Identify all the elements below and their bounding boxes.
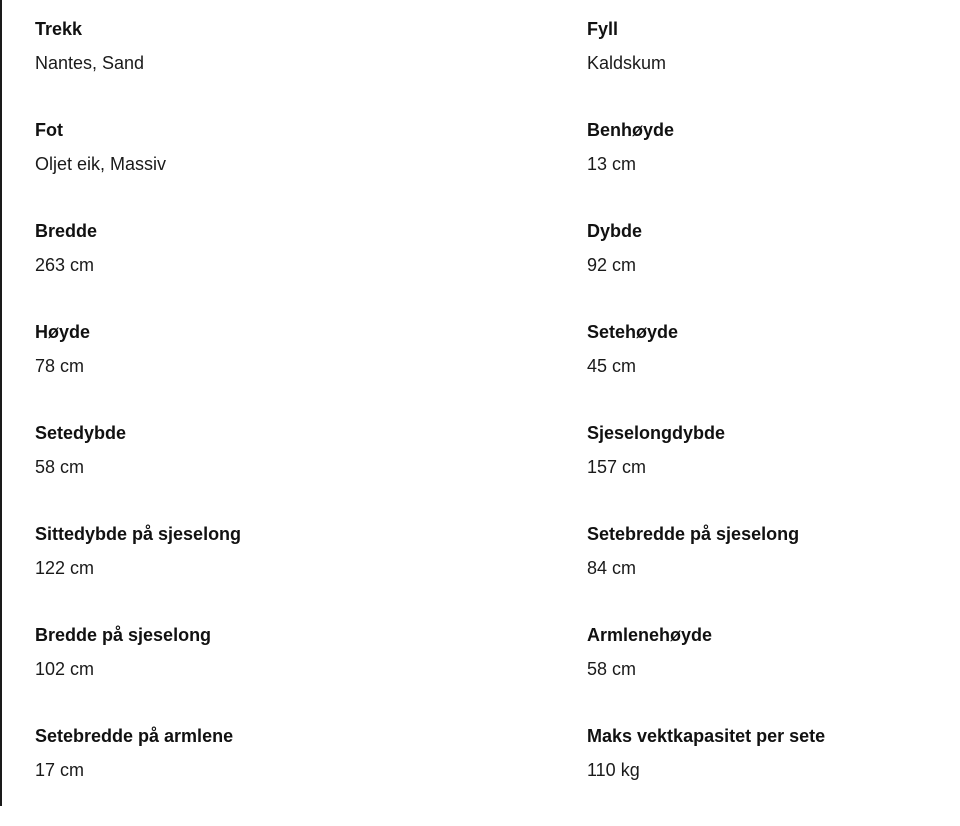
spec-value: 13 cm: [587, 154, 637, 174]
spec-value: 102 cm: [35, 659, 95, 679]
spec-value: Kaldskum: [587, 53, 667, 73]
spec-armrest-seat-width: [35, 725, 587, 826]
spec-value: 84 cm: [587, 558, 637, 578]
spec-label: Fyll: [587, 19, 619, 39]
spec-value: 157 cm: [587, 457, 647, 477]
spec-value: 263 cm: [35, 255, 95, 275]
spec-chaise-width: [35, 624, 587, 725]
spec-depth: [587, 220, 935, 321]
spec-value: 110 kg: [587, 760, 640, 780]
spec-armrest-height: [587, 624, 935, 725]
spec-value: 45 cm: [587, 356, 637, 376]
spec-label: Armlenehøyde: [587, 625, 713, 645]
spec-label: Trekk: [35, 19, 83, 39]
spec-value: 17 cm: [35, 760, 85, 780]
spec-width: [35, 220, 587, 321]
spec-seat-height: [587, 321, 935, 422]
spec-filling: [587, 18, 935, 119]
spec-cover: [35, 18, 587, 119]
spec-value: 58 cm: [587, 659, 637, 679]
spec-label: Maks vektkapasitet per sete: [587, 726, 826, 746]
left-border: [0, 0, 2, 806]
spec-label: Fot: [35, 120, 63, 140]
spec-leg-height: [587, 119, 935, 220]
spec-label: Setebredde på sjeselong: [587, 524, 800, 544]
spec-label: Dybde: [587, 221, 643, 241]
spec-chaise-sitting-depth: [35, 523, 587, 624]
spec-value: 122 cm: [35, 558, 95, 578]
spec-value: 92 cm: [587, 255, 637, 275]
spec-label: Setebredde på armlene: [35, 726, 234, 746]
spec-feet: [35, 119, 587, 220]
spec-max-weight: [587, 725, 935, 826]
spec-label: Bredde på sjeselong: [35, 625, 212, 645]
spec-label: Høyde: [35, 322, 91, 342]
spec-label: Sjeselongdybde: [587, 423, 726, 443]
spec-label: Benhøyde: [587, 120, 675, 140]
spec-label: Setehøyde: [587, 322, 679, 342]
spec-value: 58 cm: [35, 457, 85, 477]
spec-chaise-seat-width: [587, 523, 935, 624]
product-specifications: [35, 18, 935, 826]
spec-height: [35, 321, 587, 422]
spec-label: Sittedybde på sjeselong: [35, 524, 242, 544]
spec-value: 78 cm: [35, 356, 85, 376]
spec-value: Nantes, Sand: [35, 53, 145, 73]
spec-value: Oljet eik, Massiv: [35, 154, 167, 174]
spec-label: Bredde: [35, 221, 98, 241]
spec-label: Setedybde: [35, 423, 127, 443]
spec-chaise-depth: [587, 422, 935, 523]
spec-seat-depth: [35, 422, 587, 523]
